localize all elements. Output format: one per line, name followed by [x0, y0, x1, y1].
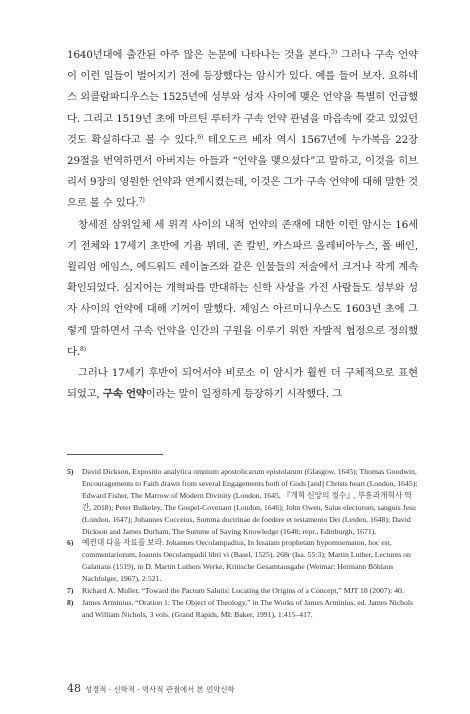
page-number: 48 [67, 682, 81, 695]
footnote-text: 예컨대 다음 자료를 보라. Johannes Oecolampadius, In Iesaiam prophetam hypomnematon, hoc est, commentariorum, Ioannis Oecolampadii libri vi (Basel, 1525), 268r (Isa. 55:3); Martin Luther, Lectures on Galatians (1519), in D. Martin Luthers Werke, Kritische Gesamtausgabe (Weimar: Hermann Böhlaus Nachfolger, 1967), 2:521. [82, 538, 411, 584]
paragraph-1-text-c: 테오도르 베자 역시 1567년에 누가복음 22장 29절을 번역하면서 아버지는 아들과 “언약을 맺으셨다”고 말하고, 이것을 히브리서 9장의 영원한 언약과 연계시켰는데, 이것은 그가 구속 언약에 대해 말한 것으로 볼 수 있다. [67, 133, 418, 210]
footnotes [67, 466, 420, 621]
footnote-number: 7) [67, 586, 74, 596]
paragraph-3 [67, 363, 418, 405]
footnote-ref-6[interactable]: 6) [197, 133, 204, 141]
paragraph-2-text: 창세전 삼위일체 세 위격 사이의 내적 언약의 존재에 대한 이런 암시는 16세기 전체와 17세기 초반에 기욤 뷔데, 존 칼빈, 카스파르 올레비아누스, 폴 베인, 윌리엄 에임스, 에드워드 레이놀즈와 같은 인물들의 저술에서 크거나 작게 계속 확인되었다. 심지어는 개혁파를 반대하는 신학 사상을 가진 사람들도 성부와 성자 사이의 언약에 대해 기꺼이 말했다. 제임스 아르미니우스도 1603년 초에 그렇게 말하면서 구속 언약을 인간의 구원을 이루기 위한 자발적 협정으로 정의했다. [67, 218, 418, 358]
footnote-number: 5) [67, 467, 74, 476]
main-text [67, 45, 418, 405]
paragraph-1-text-a: 1640년대에 출간된 아주 많은 논문에 나타나는 것을 본다. [67, 49, 331, 61]
footnote-7 [67, 585, 420, 597]
paragraph-2 [67, 215, 418, 363]
running-title: 성경적 · 신학적 · 역사적 관점에서 본 언약신학 [85, 685, 235, 694]
footnote-text: David Dickson, Expositio analytica omnium apostolicarum epistolarum (Glasgow, 1645); Thomas Goodwin, Encouragements to Faith drawn from several Engagements both of Gods [and] Christs heart (London, 1645); Edward Fisher, The Marrow of Modern Divinity (London, 1645, 『개혁 신앙의 정수』, 부흥과개혁사 역간, 2018); Peter Bulkeley, The Gospel-Covenant (London, 1646); John Owen, Salus electorum, sanguis Jesu (London, 1647); Johannes Cocceius, Summa doctrinae de foedere et testamento Dei (Leiden, 1648); David Dickson and James Durham, The Summe of Saving Knowledge (1648; repr., Edinburgh, 1671). [82, 467, 418, 536]
footnote-number: 8) [67, 597, 74, 607]
footnote-text: Richard A. Muller, “Toward the Pactum Salutis: Locating the Origins of a Concept,” MJT 18 (2007): 40. [82, 586, 404, 596]
page-footer [67, 682, 235, 696]
footnote-text: James Arminius, “Oration 1: The Object of Theology,” in The Works of James Arminius, ed. James Nichols and William Nichols, 3 vols. (Grand Rapids, MI: Baker, 1991), 1:415–417. [82, 597, 413, 619]
paragraph-1 [67, 45, 418, 215]
paragraph-1-text-b: 그러나 구속 언약이 이런 일들이 벌어지기 전에 등장했다는 암시가 있다. 예를 들어 보자. 요하네스 외콜람파디우스는 1525년에 성부와 성자 사이에 맺은 언약을 특별히 언급했다. 그리고 1519년 초에 마르틴 루터가 구속 언약 관념을 마음속에 갖고 있었던 것도 확실하다고 볼 수 있다. [67, 49, 418, 146]
footnote-number: 6) [67, 538, 74, 548]
footnote-6 [67, 537, 420, 585]
paragraph-3-text-b: 이라는 말이 일정하게 등장하기 시작했다. 그 [145, 388, 343, 401]
footnote-divider [67, 454, 163, 455]
footnote-ref-5[interactable]: 5) [331, 49, 337, 56]
footnote-5 [67, 466, 420, 537]
footnote-8 [67, 597, 420, 621]
footnote-ref-8[interactable]: 8) [80, 345, 86, 353]
paragraph-3-bold-term: 구속 언약 [102, 388, 146, 401]
footnote-ref-7[interactable]: 7) [138, 197, 145, 205]
paragraph-3-text-a: 그러나 17세기 후반이 되어서야 비로소 이 암시가 훨씬 더 구체적으로 표현되었고, [67, 367, 418, 401]
